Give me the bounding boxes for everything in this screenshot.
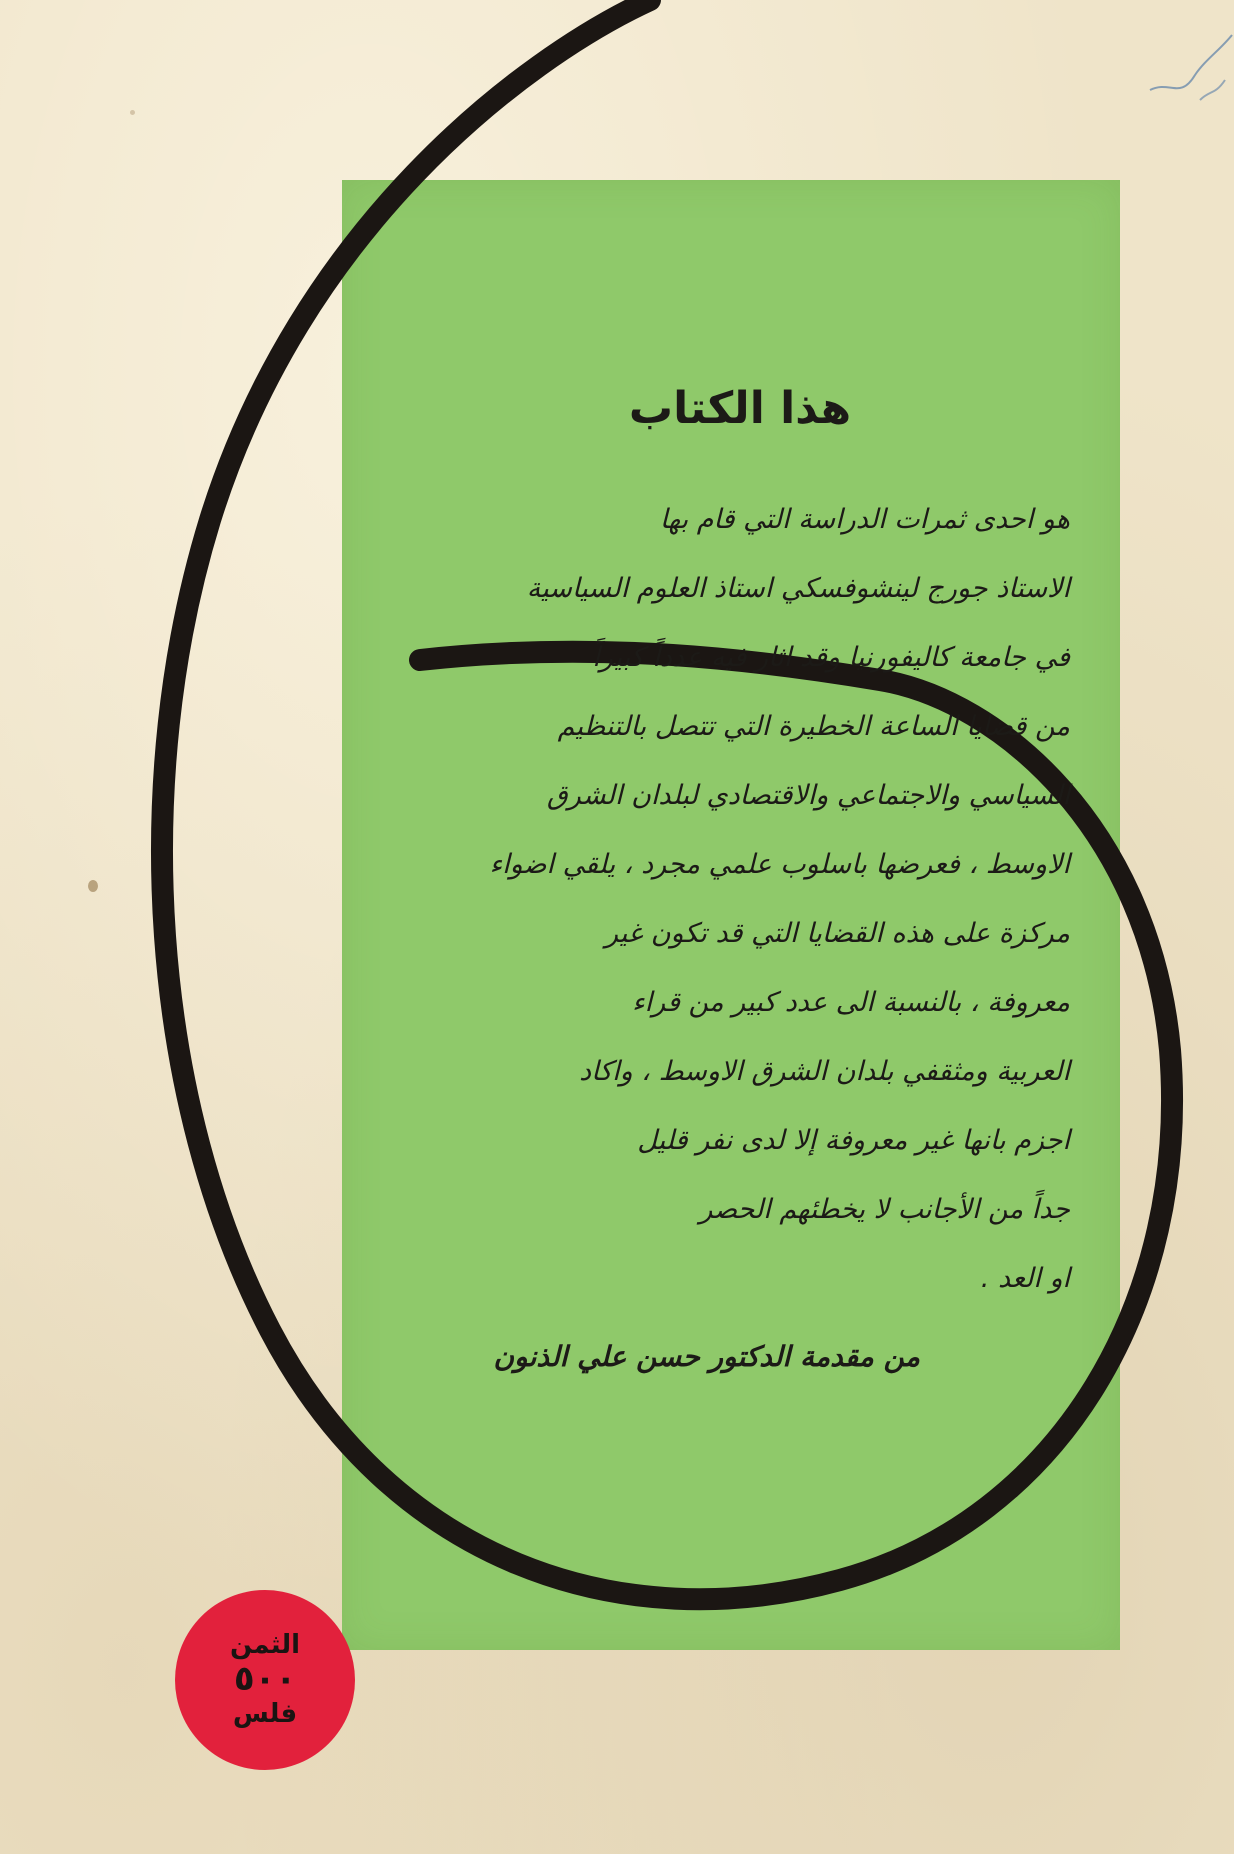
blurb-line: في جامعة كاليفورنيا وقد اثار فيه عدداً كبيراً: [592, 642, 1070, 674]
price-badge: [175, 1590, 355, 1770]
blurb-line: او العد .: [980, 1263, 1070, 1295]
blurb-line: السياسي والاجتماعي والاقتصادي لبلدان الشرق: [546, 780, 1070, 812]
blurb-attribution: من مقدمة الدكتور حسن علي الذنون: [493, 1340, 920, 1374]
blurb-line: الاوسط ، فعرضها باسلوب علمي مجرد ، يلقي اضواء: [489, 849, 1070, 881]
blurb-line: معروفة ، بالنسبة الى عدد كبير من قراء: [631, 987, 1070, 1019]
blurb-line: اجزم بانها غير معروفة إلا لدى نفر قليل: [637, 1125, 1070, 1157]
blurb-line: هو احدى ثمرات الدراسة التي قام بها: [659, 504, 1070, 536]
paper-speck: [130, 110, 135, 115]
blurb-paragraph: [410, 485, 1070, 1313]
blurb-text-block: [410, 380, 1070, 1376]
price-value: ٥٠٠: [233, 1659, 297, 1700]
price-unit: فلس: [232, 1698, 298, 1729]
blurb-line: من قضايا الساعة الخطيرة التي تتصل بالتنظيم: [557, 711, 1070, 743]
blurb-title: هذا الكتاب: [628, 383, 852, 434]
blurb-line: مركزة على هذه القضايا التي قد تكون غير: [604, 918, 1070, 950]
blurb-line: الاستاذ جورج لينشوفسكي استاذ العلوم السياسية: [526, 573, 1070, 605]
blurb-line: العربية ومثقفي بلدان الشرق الاوسط ، واكاد: [579, 1056, 1070, 1088]
price-label: الثمن: [229, 1629, 301, 1660]
blurb-line: جداً من الأجانب لا يخطئهم الحصر: [699, 1194, 1070, 1226]
paper-speck: [88, 880, 98, 892]
